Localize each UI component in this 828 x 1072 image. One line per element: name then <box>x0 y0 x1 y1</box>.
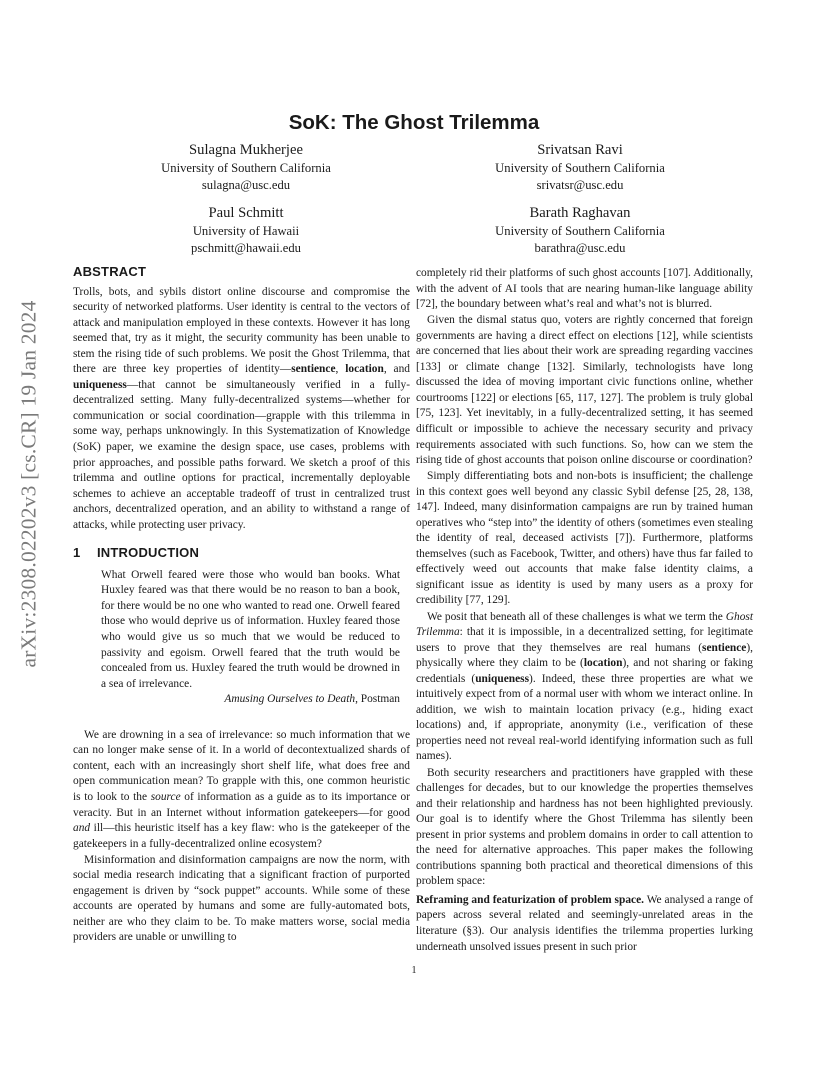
author-affiliation: University of Southern California <box>161 161 331 175</box>
epigraph-text: What Orwell feared were those who would ban books. What Huxley feared was that there would be no reason to ban a book, for there would be no one who wanted to read one. Orwell feared those who would deprive us of information. Huxley feared those who would give us so much that we would be reduced to passivity and egoism. Orwell feared that the truth would be concealed from us. Huxley feared the truth would be drowned in a sea of irrelevance. <box>101 568 400 690</box>
epigraph-attribution: Amusing Ourselves to Death, Postman <box>224 693 400 706</box>
paragraph-run-in-heading: Reframing and featurization of problem space. <box>416 893 644 906</box>
author-email[interactable]: sulagna@usc.edu <box>201 177 291 192</box>
author-block-1 <box>96 141 396 193</box>
right-paragraph-4: Both security researchers and practitioners have grappled with these challenges for decades, but to our knowledge the properties themselves and their relationship and hardness has not been highlighted previously. Our goal is to identify where the Ghost Trilemma has silently been present in prior systems and problem domains in order to call attention to the need for alternative approaches. This paper makes the following contributions spanning both practical and theoretical dimensions of this problem space: <box>416 766 753 888</box>
intro-paragraph-2: Misinformation and disinformation campaigns are now the norm, with social media research indicating that a significant fraction of purported engagement is driven by “sock puppet” accounts. While some of these accounts are operated by humans and some are fully-automated bots, neither are who they claim to be. To make matters worse, social media providers are unable or unwilling to <box>73 853 410 944</box>
section-number: 1 <box>73 545 81 561</box>
author-email[interactable]: barathra@usc.edu <box>534 240 626 255</box>
author-name: Barath Raghavan <box>529 205 631 221</box>
abstract-heading: ABSTRACT <box>73 264 147 279</box>
section-title: INTRODUCTION <box>97 545 200 561</box>
author-block-3 <box>96 204 396 256</box>
paper-title: SoK: The Ghost Trilemma <box>288 111 540 134</box>
arxiv-identifier <box>16 292 42 675</box>
left-column <box>73 264 410 946</box>
author-block-2 <box>430 141 730 193</box>
right-paragraph-0: completely rid their platforms of such ghost accounts [107]. Additionally, with the advent of AI tools that are nearing human-like language ability [72], the boundary between what’s real and what’s not is blurred. <box>416 267 753 311</box>
right-paragraph-5: Reframing and featurization of problem space. We analysed a range of papers across several related and seemingly-unrelated areas in the literature (§3). Our analysis identifies the trilemma properties lurking underneath unsolved issues present in such prior <box>416 893 753 953</box>
introduction-heading <box>73 545 410 561</box>
right-paragraph-1: Given the dismal status quo, voters are rightly concerned that foreign governments are having a direct effect on elections [12], while scientists are concerned that lies about their work are spreading regarding vaccines [133] or climate change [132]. Similarly, technologists have long discussed the idea of moving important civic functions online, whether courtrooms [122] or elections [65, 117, 127]. The problem is truly global [75, 123]. Yet inevitably, in a fully-decentralized setting, it has seemed difficult or impossible to achieve the necessary security and privacy requirements associated with such functions. So, how can we stem the rising tide of ghost accounts that poison online discourse or coordination? <box>416 314 753 467</box>
author-affiliation: University of Southern California <box>495 224 665 238</box>
abstract-text: Trolls, bots, and sybils distort online discourse and compromise the security of networked platforms. User identity is central to the vectors of attack and manipulation employed in these contexts. However it has long seemed that, try as it might, the security community has been unable to stem the rising tide of such problems. We posit the Ghost Trilemma, that there are three key properties of identity—sentience, location, and uniqueness—that cannot be simultaneously verified in a fully-decentralized setting. Many fully-decentralized systems—whether for communication or social coordination—grapple with this trilemma in some way, perhaps unknowingly. In this Systematization of Knowledge (SoK) paper, we examine the design space, use cases, problems with prior approaches, and possible paths forward. We sketch a proof of this trilemma and outline options for practical, incrementally deployable schemes to achieve an acceptable tradeoff of trust in centralized trust anchors, decentralized operation, and an ability to withstand a range of attacks, while protecting user privacy. <box>73 285 410 531</box>
author-affiliation: University of Hawaii <box>192 224 300 238</box>
author-block-4 <box>430 204 730 256</box>
right-paragraph-2: Simply differentiating bots and non-bots is insufficient; the challenge in this context goes well beyond any classic Sybil defense [25, 28, 138, 147]. Indeed, many disinformation campaigns are run by trained human operatives who “step into” the identity of others (sometimes even stealing the identity of real, deceased activists [7]). Furthermore, platforms themselves (such as Facebook, Twitter, and others) have thus far failed to effectively weed out accounts that make false identity claims, a significant issue as identity is used by many users as a proxy for credibility [77, 129]. <box>416 470 753 607</box>
author-name: Paul Schmitt <box>208 205 284 221</box>
epigraph-quote <box>101 568 400 708</box>
author-email[interactable]: srivatsr@usc.edu <box>536 177 624 192</box>
author-email[interactable]: pschmitt@hawaii.edu <box>191 240 301 255</box>
intro-paragraph-1: We are drowning in a sea of irrelevance: so much information that we can no longer make sense of it. In a world of decontextualized shards of content, each with an increasingly short shelf life, what does free and open communication mean? To grapple with this, one common heuristic is to look to the source of information as a guide as to its importance or veracity. But in an Internet without information gatekeepers—for good and ill—this heuristic itself has a key flaw: who is the gatekeeper of the gatekeepers in a fully-decentralized online ecosystem? <box>73 728 410 850</box>
author-name: Sulagna Mukherjee <box>189 142 303 158</box>
right-column <box>416 266 753 955</box>
author-name: Srivatsan Ravi <box>537 142 623 158</box>
page-number: 1 <box>411 965 417 976</box>
arxiv-identifier-text: arXiv:2308.02202v3 [cs.CR] 19 Jan 2024 <box>16 299 41 668</box>
right-paragraph-3: We posit that beneath all of these challenges is what we term the Ghost Trilemma: that it is impossible, in a decentralized setting, for legitimate users to prove that they themselves are real humans (sentience), physically where they claim to be (location), and not sharing or faking credentials (uniqueness). Indeed, these three properties are what we intuitively expect from of a normal user with whom we interact online. In addition, we wish to maintain location privacy (e.g., hiding exact locations) and, if appropriate, anonymity (i.e., verification of these properties need not reveal real-world identifying information such as full names). <box>416 610 753 763</box>
author-affiliation: University of Southern California <box>495 161 665 175</box>
